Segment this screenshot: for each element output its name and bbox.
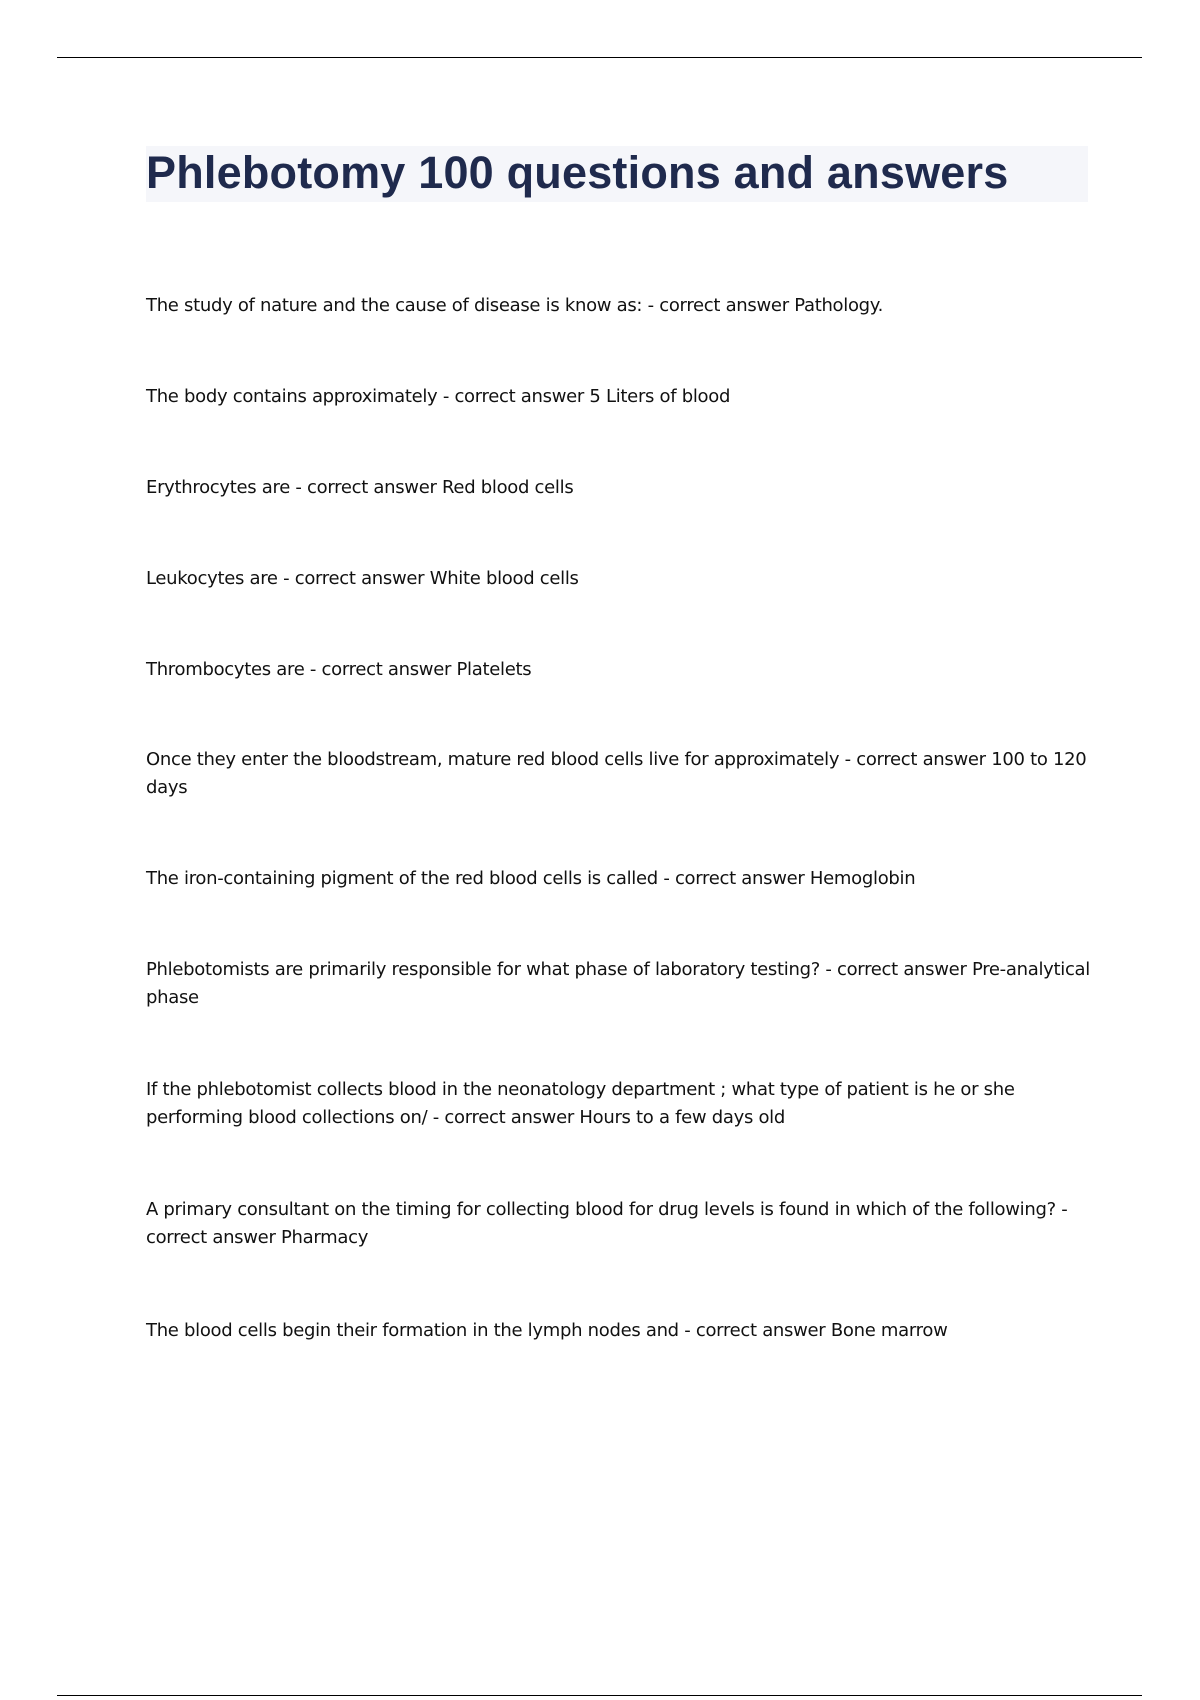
bottom-rule xyxy=(57,1695,1142,1696)
qa-item-7: The iron-containing pigment of the red blood cells is called - correct answer Hemoglobin xyxy=(146,868,916,889)
qa-item-11: The blood cells begin their formation in the lymph nodes and - correct answer Bone marrow xyxy=(146,1320,948,1341)
qa-item-10: A primary consultant on the timing for collecting blood for drug levels is found in which of the following? - correct answer Pharmacy xyxy=(146,1199,1068,1248)
qa-item-8: Phlebotomists are primarily responsible for what phase of laboratory testing? - correct answer Pre-analytical phase xyxy=(146,959,1090,1008)
document-title: Phlebotomy 100 questions and answers xyxy=(146,147,1009,198)
qa-item-1: The study of nature and the cause of disease is know as: - correct answer Pathology. xyxy=(146,295,884,316)
qa-item-9: If the phlebotomist collects blood in the neonatology department ; what type of patient is he or she performing blood collections on/ - correct answer Hours to a few days old xyxy=(146,1079,1015,1128)
title-highlight xyxy=(146,146,1088,202)
qa-item-4: Leukocytes are - correct answer White blood cells xyxy=(146,568,579,589)
qa-item-3: Erythrocytes are - correct answer Red blood cells xyxy=(146,477,574,498)
top-rule xyxy=(57,57,1142,58)
qa-item-5: Thrombocytes are - correct answer Platelets xyxy=(146,659,532,680)
qa-item-6: Once they enter the bloodstream, mature red blood cells live for approximately - correct answer 100 to 120 days xyxy=(146,749,1087,798)
qa-item-2: The body contains approximately - correct answer 5 Liters of blood xyxy=(146,386,731,407)
